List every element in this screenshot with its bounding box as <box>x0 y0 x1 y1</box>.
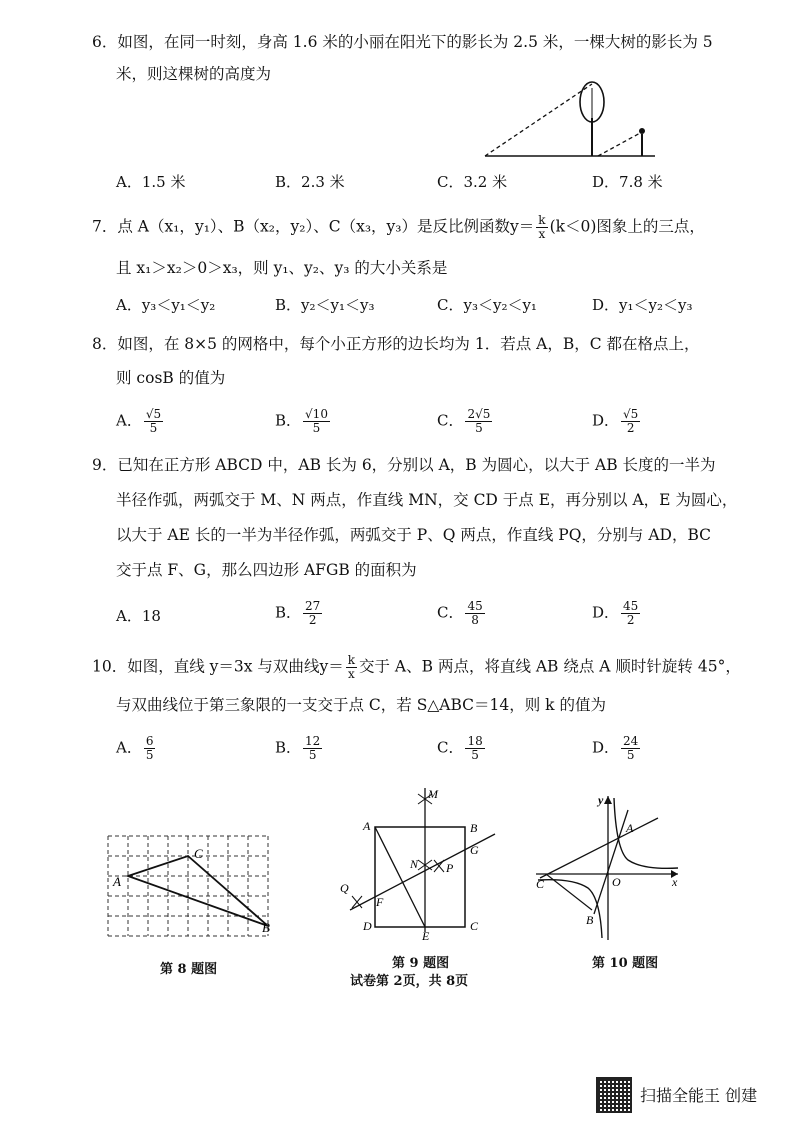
q7-line1 <box>92 214 705 241</box>
fig8-caption: 第 8 题图 <box>160 962 218 977</box>
arrow-up-icon <box>604 796 612 804</box>
q9-option-b: B． $\frac{27}{2}$ <box>275 599 321 627</box>
fig10-label-o: O <box>612 875 621 889</box>
q8-option-a: A． $\frac{√5}{5}$ <box>116 407 162 435</box>
fig10-label-y: y <box>598 793 604 807</box>
fig8-grid-figure <box>100 828 285 946</box>
fig8-grid <box>108 836 268 936</box>
person-shadow-ray <box>598 132 642 156</box>
q7-line2: 且 x₁＞x₂＞0＞x₃，则 y₁、y₂、y₃ 的大小关系是 <box>116 259 448 277</box>
q9-line2: 半径作弧，两弧交于 M、N 两点，作直线 MN，交 CD 于点 E，再分别以 A，E 为圆心， <box>116 491 738 509</box>
q10-fraction: $\frac{k}{x}$ <box>347 653 355 681</box>
q10-line2: 与双曲线位于第三象限的一支交于点 C，若 S△ABC＝14，则 k 的值为 <box>116 696 606 714</box>
fig9-label-q: Q <box>340 881 349 895</box>
page-footer: 试卷第 2页，共 8页 <box>350 974 469 989</box>
q8-option-b: B． $\frac{√10}{5}$ <box>275 407 328 435</box>
fig9-square <box>375 827 465 927</box>
q7-option-a: A．y₃＜y₁＜y₂ <box>116 296 216 314</box>
q7-fraction: $\frac{k}{x}$ <box>538 213 546 241</box>
fig10-hyperbola-q3 <box>538 880 602 938</box>
q7-option-b: B．y₂＜y₁＜y₃ <box>275 296 375 314</box>
tree-shadow-ray <box>485 84 592 156</box>
fig9-label-p: P <box>446 861 454 875</box>
q9-option-a: A．18 <box>116 607 161 625</box>
qr-code-icon <box>596 1077 632 1113</box>
fig10-hyperbola-q1 <box>614 798 678 868</box>
q7-option-c: C．y₃＜y₂＜y₁ <box>437 296 537 314</box>
fig10-figure <box>528 790 688 942</box>
fig9-figure <box>330 782 500 944</box>
q7-text-post: (k＜0)图象上的三点， <box>549 217 705 236</box>
person-icon <box>639 128 645 156</box>
fig10-label-x: x <box>672 875 678 889</box>
fig9-label-e: E <box>422 929 430 943</box>
fig9-label-g: G <box>470 843 479 857</box>
q6-line1: 6．如图，在同一时刻，身高 1.6 米的小丽在阳光下的影长为 2.5 米，一棵大树的影长为 5 <box>92 33 713 51</box>
fig9-arc-p <box>434 860 444 872</box>
q8-line1: 8．如图，在 8×5 的网格中，每个小正方形的边长均为 1．若点 A，B，C 都在格点上， <box>92 335 700 353</box>
q9-option-d: D． $\frac{45}{2}$ <box>592 599 639 627</box>
fig8-label-a: A <box>113 874 121 889</box>
q6-option-d: D．7.8 米 <box>592 173 663 191</box>
q10-option-a: A． $\frac{6}{5}$ <box>116 734 154 762</box>
fig9-label-a: A <box>363 819 371 833</box>
fig9-label-f: F <box>376 895 384 909</box>
q9-line1: 9．已知在正方形 ABCD 中，AB 长为 6，分别以 A，B 为圆心，以大于 AB 长度的一半为 <box>92 456 716 474</box>
fig10-label-c: C <box>536 877 545 891</box>
q6-option-c: C．3.2 米 <box>437 173 508 191</box>
q8-option-d: D． $\frac{√5}{2}$ <box>592 407 639 435</box>
q6-line2: 米，则这棵树的高度为 <box>116 65 272 83</box>
scanner-brand: 扫描全能王 创建 <box>640 1086 758 1105</box>
q9-line3: 以大于 AE 长的一半为半径作弧，两弧交于 P、Q 两点，作直线 PQ，分别与 AD，BC <box>116 526 712 544</box>
tree-icon <box>580 82 604 156</box>
fig9-label-b: B <box>470 821 478 835</box>
fig10-line-ab <box>594 810 628 914</box>
q7-function: y＝ <box>510 217 535 236</box>
fig10-line-ac <box>540 818 658 878</box>
q9-line4: 交于点 F、G，那么四边形 AFGB 的面积为 <box>116 561 417 579</box>
fig9-label-c: C <box>470 919 479 933</box>
fig8-triangle <box>128 856 268 926</box>
fig9-label-n: N <box>410 857 419 871</box>
q10-option-d: D． $\frac{24}{5}$ <box>592 734 639 762</box>
fig10-label-a: A <box>626 821 634 835</box>
q8-line2: 则 cosB 的值为 <box>116 369 226 387</box>
fig9-caption: 第 9 题图 <box>392 956 450 971</box>
q6-figure <box>480 74 660 160</box>
fig9-line-ae <box>375 827 425 927</box>
q6-option-a: A．1.5 米 <box>116 173 186 191</box>
fig9-label-m: M <box>428 787 438 801</box>
q10-option-c: C． $\frac{18}{5}$ <box>437 734 483 762</box>
fig10-label-b: B <box>586 913 594 927</box>
q6-option-b: B．2.3 米 <box>275 173 345 191</box>
q9-option-c: C． $\frac{45}{8}$ <box>437 599 483 627</box>
q10-option-b: B． $\frac{12}{5}$ <box>275 734 321 762</box>
fig8-label-b: B <box>262 920 270 935</box>
q7-option-d: D．y₁＜y₂＜y₃ <box>592 296 693 314</box>
q7-text-pre: 7．点 A（x₁，y₁）、B（x₂，y₂）、C（x₃，y₃）是反比例函数 <box>92 217 511 236</box>
fig10-line-bc <box>546 874 592 910</box>
q8-option-c: C． $\frac{2√5}{5}$ <box>437 407 491 435</box>
q10-line1: 10．如图，直线 y＝3x 与双曲线y＝ $\frac{k}{x}$ 交于 A、B 两点，将直线 AB 绕点 A 顺时针旋转 45°， <box>92 653 741 681</box>
fig8-label-c: C <box>194 846 203 861</box>
fig9-label-d: D <box>363 919 372 933</box>
fig10-caption: 第 10 题图 <box>592 956 659 971</box>
